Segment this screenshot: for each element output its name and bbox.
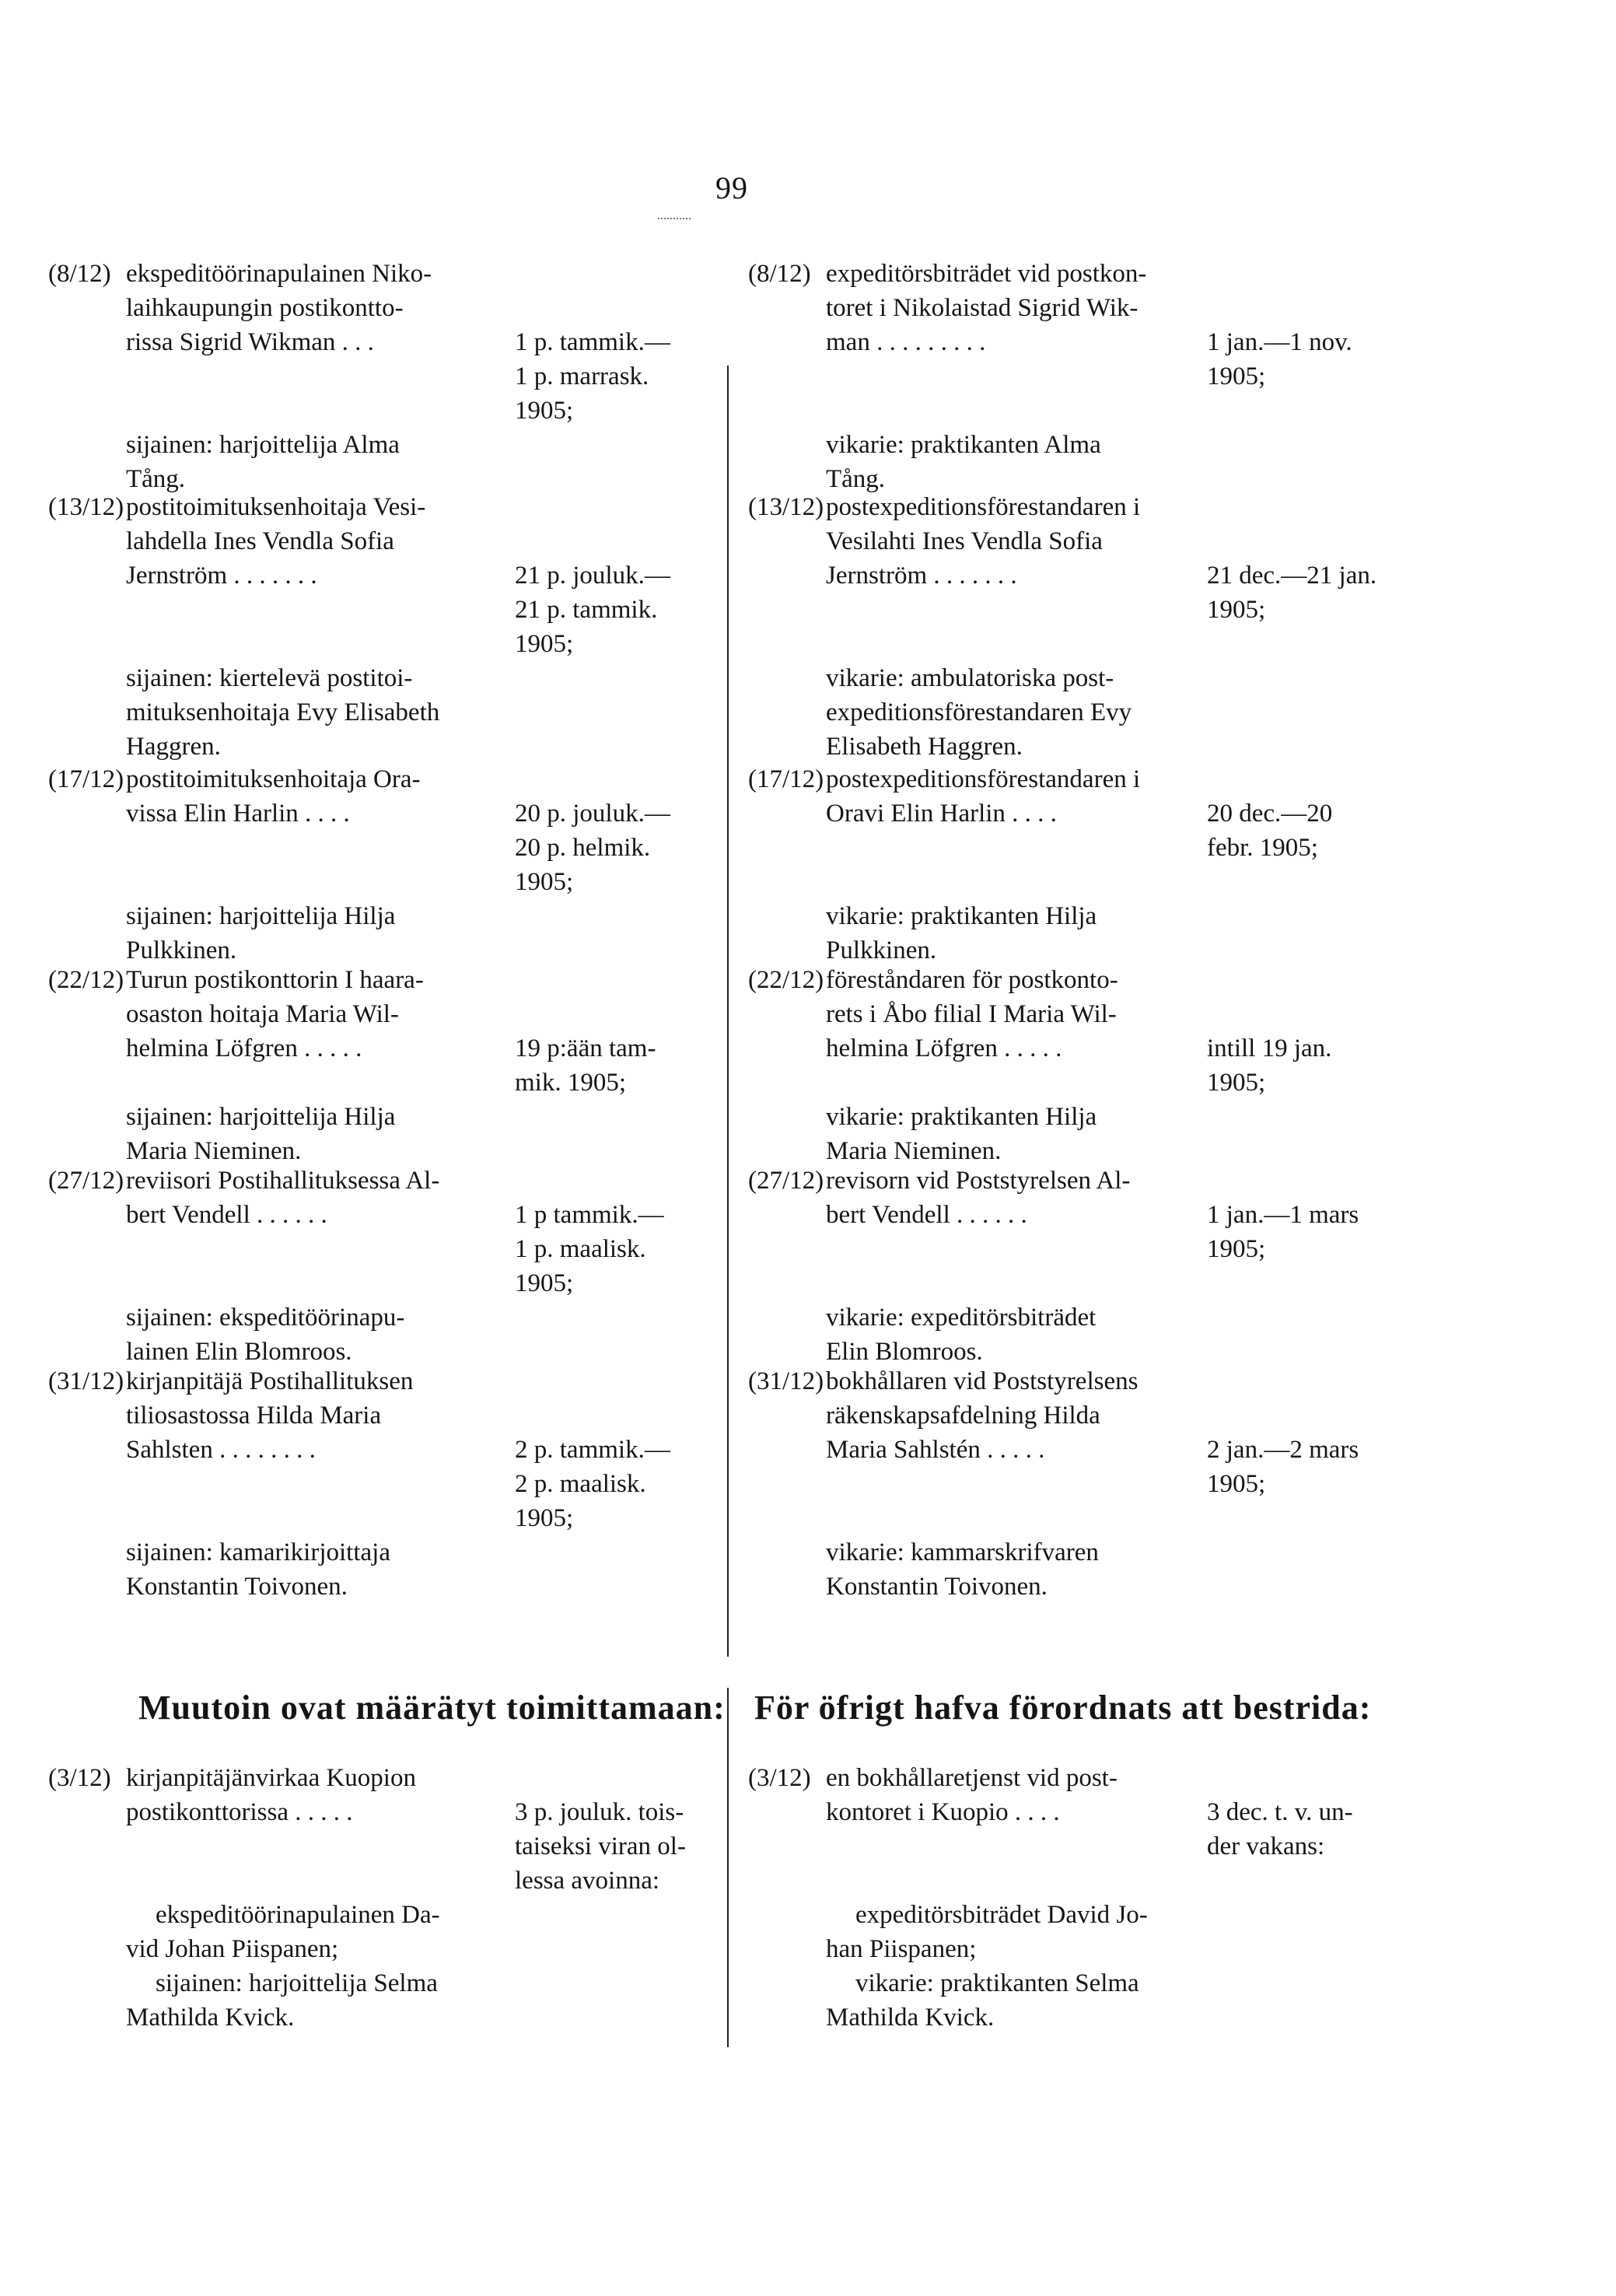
column-divider: [727, 366, 729, 1657]
substitute-line: Pulkkinen.: [826, 936, 937, 964]
substitute-line: Tång.: [826, 465, 886, 493]
date-line: intill 19 jan.: [1207, 1034, 1332, 1062]
entry-text: [126, 1364, 558, 1467]
substitute-line: Konstantin Toivonen.: [126, 1573, 348, 1601]
date-line: 1905;: [1207, 1235, 1266, 1263]
page-number: 99: [715, 170, 748, 205]
entry-date: [1207, 325, 1425, 394]
substitute-line: Haggren.: [126, 733, 221, 761]
entry-line: bert Vendell . . . . . .: [126, 1201, 327, 1229]
date-line: 1905;: [515, 868, 574, 896]
entry-line: postitoimituksenhoitaja Ora-: [126, 765, 421, 793]
entry-line: Oravi Elin Harlin . . . .: [826, 800, 1057, 828]
date-line: 20 dec.—20: [1207, 800, 1333, 828]
date-line: 1905;: [1207, 1069, 1266, 1097]
substitute-line: vid Johan Piispanen;: [126, 1935, 339, 1963]
entry-line: toret i Nikolaistad Sigrid Wik-: [826, 294, 1139, 322]
substitute: [826, 899, 1285, 968]
date-line: 1905;: [515, 1269, 574, 1297]
entry-code: (22/12): [748, 966, 824, 994]
entry-date: [515, 1795, 717, 1898]
entry-line: Jernström . . . . . . .: [826, 562, 1017, 590]
substitute: [826, 1898, 1285, 2035]
entry-text: [126, 1164, 558, 1232]
entry-code: (22/12): [48, 966, 124, 994]
date-line: febr. 1905;: [1207, 834, 1318, 862]
entry-line: tiliosastossa Hilda Maria: [126, 1402, 382, 1430]
entry-date: [515, 1031, 717, 1100]
section-heading-finnish: Muutoin ovat määrätyt toimittamaan:: [138, 1689, 726, 1727]
substitute-line: vikarie: ambulatoriska post-: [826, 664, 1114, 692]
substitute-line: sijainen: harjoittelija Alma: [126, 431, 400, 459]
bottom-left-entry: [48, 1761, 701, 2041]
substitute: [826, 1100, 1285, 1168]
substitute-line: han Piispanen;: [826, 1935, 977, 1963]
entry-date: [1207, 796, 1425, 865]
entry-text: [126, 1761, 558, 1829]
entry-code: (3/12): [748, 1764, 811, 1792]
entry-line: Maria Sahlstén . . . . .: [826, 1436, 1045, 1464]
substitute-line: Tång.: [126, 465, 186, 493]
entry-text: [126, 762, 558, 831]
entry-text: [126, 257, 558, 359]
substitute: [126, 661, 558, 764]
date-line: 1905;: [515, 630, 574, 658]
entry-date: [1207, 1433, 1425, 1501]
entry-code: (3/12): [48, 1764, 111, 1792]
date-line: 20 p. jouluk.—: [515, 800, 670, 828]
entry-line: reviisori Postihallituksessa Al-: [126, 1167, 440, 1195]
entry-line: räkenskapsafdelning Hilda: [826, 1402, 1100, 1430]
substitute-line: sijainen: ekspeditöörinapu-: [126, 1304, 405, 1332]
date-line: mik. 1905;: [515, 1069, 627, 1097]
date-line: lessa avoinna:: [515, 1867, 660, 1895]
substitute: [126, 428, 558, 496]
substitute: [126, 1300, 558, 1369]
substitute-line: sijainen: kamarikirjoittaja: [126, 1538, 390, 1566]
date-line: 2 jan.—2 mars: [1207, 1436, 1359, 1464]
entry-code: (17/12): [748, 765, 824, 793]
substitute-line: lainen Elin Blomroos.: [126, 1338, 352, 1366]
entry-line: ekspeditöörinapulainen Niko-: [126, 260, 432, 288]
date-line: 3 dec. t. v. un-: [1207, 1798, 1353, 1826]
substitute-line: ekspeditöörinapulainen Da-: [156, 1901, 440, 1929]
entry-date: [1207, 558, 1425, 627]
entry-date: [515, 1433, 717, 1535]
entry-line: postitoimituksenhoitaja Vesi-: [126, 493, 426, 521]
substitute-line: Pulkkinen.: [126, 936, 237, 964]
substitute-line: expeditionsförestandaren Evy: [826, 698, 1132, 726]
section-heading-swedish: För öfrigt hafva förordnats att bestrida:: [754, 1689, 1372, 1727]
substitute: [126, 1100, 558, 1168]
substitute-line: Maria Nieminen.: [826, 1137, 1002, 1165]
entry-line: rissa Sigrid Wikman . . .: [126, 328, 374, 356]
entry-line: en bokhållaretjenst vid post-: [826, 1764, 1118, 1792]
entry-line: Jernström . . . . . . .: [126, 562, 317, 590]
entry-code: (27/12): [748, 1167, 824, 1195]
substitute-line: vikarie: praktikanten Hilja: [826, 1103, 1097, 1131]
date-line: 1 p tammik.—: [515, 1201, 664, 1229]
entry-date: [515, 558, 717, 661]
entry-line: rets i Åbo filial I Maria Wil-: [826, 1000, 1117, 1028]
substitute: [826, 1535, 1285, 1604]
date-line: 1905;: [515, 1504, 574, 1532]
date-line: 1905;: [515, 397, 574, 425]
substitute: [826, 428, 1285, 496]
entry-text: [126, 490, 558, 593]
entry-line: man . . . . . . . . .: [826, 328, 986, 356]
substitute-line: vikarie: praktikanten Alma: [826, 431, 1101, 459]
date-line: taiseksi viran ol-: [515, 1832, 686, 1860]
date-line: 19 p:ään tam-: [515, 1034, 656, 1062]
date-line: 1 jan.—1 mars: [1207, 1201, 1359, 1229]
entry-line: kirjanpitäjänvirkaa Kuopion: [126, 1764, 416, 1792]
date-line: 2 p. maalisk.: [515, 1470, 646, 1498]
entry-code: (13/12): [748, 493, 824, 521]
entry-text: [126, 963, 558, 1066]
entry-line: revisorn vid Poststyrelsen Al-: [826, 1167, 1131, 1195]
substitute-line: sijainen: kiertelevä postitoi-: [126, 664, 413, 692]
entry-code: (8/12): [748, 260, 811, 288]
entry-code: (31/12): [748, 1367, 824, 1395]
substitute-line: mituksenhoitaja Evy Elisabeth: [126, 698, 440, 726]
entry-date: [1207, 1198, 1425, 1266]
substitute-line: vikarie: expeditörsbiträdet: [826, 1304, 1097, 1332]
date-line: 1 p. marrask.: [515, 362, 649, 390]
entry-line: lahdella Ines Vendla Sofia: [126, 527, 394, 555]
entry-date: [1207, 1795, 1425, 1864]
date-line: 1 p. tammik.—: [515, 328, 670, 356]
entry-line: Sahlsten . . . . . . . .: [126, 1436, 316, 1464]
entry-line: osaston hoitaja Maria Wil-: [126, 1000, 399, 1028]
substitute-line: vikarie: praktikanten Selma: [855, 1969, 1139, 1997]
substitute-line: Elisabeth Haggren.: [826, 733, 1023, 761]
date-line: 3 p. jouluk. tois-: [515, 1798, 684, 1826]
date-line: 2 p. tammik.—: [515, 1436, 670, 1464]
substitute-line: vikarie: praktikanten Hilja: [826, 902, 1097, 930]
entry-line: Turun postikonttorin I haara-: [126, 966, 424, 994]
date-line: 21 p. tammik.: [515, 596, 658, 624]
entry-line: postexpeditionsförestandaren i: [826, 765, 1141, 793]
entry-line: helmina Löfgren . . . . .: [126, 1034, 362, 1062]
entry-line: föreståndaren för postkonto-: [826, 966, 1118, 994]
entry-line: postexpeditionsförestandaren i: [826, 493, 1141, 521]
substitute-line: Mathilda Kvick.: [826, 2004, 995, 2032]
date-line: 1905;: [1207, 596, 1266, 624]
substitute-line: Konstantin Toivonen.: [826, 1573, 1048, 1601]
entry-line: bokhållaren vid Poststyrelsens: [826, 1367, 1139, 1395]
date-line: 1 jan.—1 nov.: [1207, 328, 1352, 356]
entry-code: (31/12): [48, 1367, 124, 1395]
substitute: [126, 899, 558, 968]
substitute-line: Elin Blomroos.: [826, 1338, 983, 1366]
substitute: [826, 1300, 1285, 1369]
date-line: 1 p. maalisk.: [515, 1235, 646, 1263]
substitute: [126, 1898, 558, 2035]
entry-line: laihkaupungin postikontto-: [126, 294, 404, 322]
entry-line: kontoret i Kuopio . . . .: [826, 1798, 1060, 1826]
date-line: 20 p. helmik.: [515, 834, 651, 862]
entry-line: Vesilahti Ines Vendla Sofia: [826, 527, 1103, 555]
substitute-line: sijainen: harjoittelija Selma: [156, 1969, 438, 1997]
entry-line: postikonttorissa . . . . .: [126, 1798, 353, 1826]
substitute-line: sijainen: harjoittelija Hilja: [126, 902, 396, 930]
substitute-line: vikarie: kammarskrifvaren: [826, 1538, 1099, 1566]
entry-line: bert Vendell . . . . . .: [826, 1201, 1027, 1229]
column-divider: [727, 1688, 729, 2047]
entry-line: kirjanpitäjä Postihallituksen: [126, 1367, 414, 1395]
entry-date: [1207, 1031, 1425, 1100]
date-line: 1905;: [1207, 362, 1266, 390]
entry-date: [515, 1198, 717, 1300]
entry-code: (17/12): [48, 765, 124, 793]
substitute: [126, 1535, 558, 1604]
date-line: 21 p. jouluk.—: [515, 562, 670, 590]
entry-code: (8/12): [48, 260, 111, 288]
date-line: 1905;: [1207, 1470, 1266, 1498]
entry-date: [515, 325, 717, 428]
substitute: [826, 661, 1285, 764]
bottom-right-entry: [748, 1761, 1534, 2041]
entry-code: (13/12): [48, 493, 124, 521]
entry-line: vissa Elin Harlin . . . .: [126, 800, 350, 828]
substitute-line: Maria Nieminen.: [126, 1137, 302, 1165]
entry-line: expeditörsbiträdet vid postkon-: [826, 260, 1147, 288]
substitute-line: sijainen: harjoittelija Hilja: [126, 1103, 396, 1131]
substitute-line: Mathilda Kvick.: [126, 2004, 295, 2032]
entry-line: helmina Löfgren . . . . .: [826, 1034, 1062, 1062]
date-line: 21 dec.—21 jan.: [1207, 562, 1377, 590]
substitute-line: expeditörsbiträdet David Jo-: [855, 1901, 1148, 1929]
entry-date: [515, 796, 717, 899]
date-line: der vakans:: [1207, 1832, 1325, 1860]
entry-code: (27/12): [48, 1167, 124, 1195]
